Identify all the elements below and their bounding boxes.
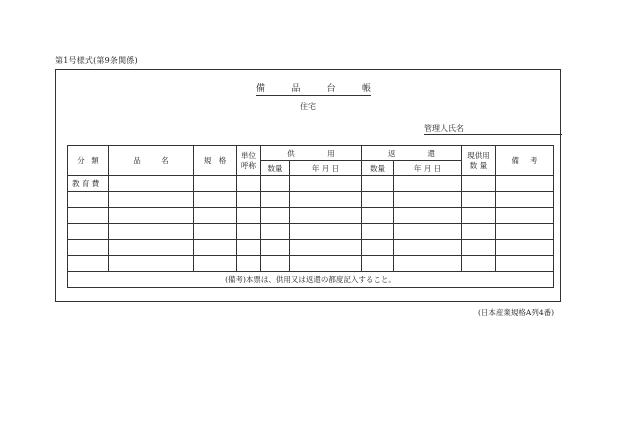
table-cell[interactable] [394, 192, 462, 208]
table-cell[interactable] [194, 224, 237, 240]
manager-name-field[interactable] [424, 123, 562, 135]
table-row [68, 176, 554, 192]
standard-footer: (日本産業規格A列4番) [478, 308, 555, 317]
row-classification[interactable] [68, 256, 109, 272]
table-cell[interactable] [290, 176, 362, 192]
header-return-date: 年 月 日 [394, 161, 462, 176]
table-row [68, 192, 554, 208]
table-row [68, 224, 554, 240]
ledger-title [256, 81, 371, 96]
table-cell[interactable] [394, 224, 462, 240]
table-cell[interactable] [462, 224, 496, 240]
remarks-note: (備考)本票は、供用又は返還の都度記入すること。 [68, 272, 554, 288]
table-cell[interactable] [290, 256, 362, 272]
table-cell[interactable] [462, 240, 496, 256]
table-cell[interactable] [261, 192, 290, 208]
table-cell[interactable] [194, 256, 237, 272]
table-row [68, 240, 554, 256]
header-spec: 規 格 [194, 146, 237, 176]
table-cell[interactable] [237, 224, 261, 240]
header-return: 返 還 [362, 146, 462, 161]
table-cell[interactable] [290, 192, 362, 208]
table-cell[interactable] [237, 176, 261, 192]
table-cell[interactable] [394, 208, 462, 224]
header-supply: 供 用 [261, 146, 362, 161]
header-supply-qty: 数量 [261, 161, 290, 176]
table-cell[interactable] [462, 192, 496, 208]
table-cell[interactable] [237, 208, 261, 224]
table-cell[interactable] [194, 192, 237, 208]
table-cell[interactable] [290, 240, 362, 256]
header-current-qty: 現供用 数 量 [462, 146, 496, 176]
header-supply-date: 年 月 日 [290, 161, 362, 176]
header-return-qty: 数量 [362, 161, 394, 176]
table-cell[interactable] [194, 240, 237, 256]
table-cell[interactable] [261, 224, 290, 240]
table-cell[interactable] [462, 176, 496, 192]
table-cell[interactable] [496, 240, 554, 256]
title-char: 備 [256, 84, 266, 94]
ledger-frame [55, 69, 561, 302]
title-char: 品 [291, 84, 301, 94]
row-classification[interactable] [68, 224, 109, 240]
table-row [68, 208, 554, 224]
table-cell[interactable] [194, 208, 237, 224]
table-cell[interactable] [496, 224, 554, 240]
row-classification[interactable] [68, 192, 109, 208]
table-cell[interactable] [362, 240, 394, 256]
table-cell[interactable] [194, 176, 237, 192]
table-cell[interactable] [109, 224, 194, 240]
table-cell[interactable] [462, 208, 496, 224]
table-cell[interactable] [261, 256, 290, 272]
table-cell[interactable] [362, 224, 394, 240]
form-label: 第1号様式(第9条関係) [55, 56, 138, 65]
table-cell[interactable] [290, 224, 362, 240]
table-cell[interactable] [394, 240, 462, 256]
table-cell[interactable] [496, 256, 554, 272]
table-cell[interactable] [109, 176, 194, 192]
table-cell[interactable] [237, 256, 261, 272]
subtitle: 住宅 [300, 102, 316, 111]
row-classification[interactable] [68, 240, 109, 256]
title-char: 帳 [361, 84, 371, 94]
table-cell[interactable] [261, 208, 290, 224]
table-cell[interactable] [109, 208, 194, 224]
header-unit: 単位 呼称 [237, 146, 261, 176]
table-cell[interactable] [261, 176, 290, 192]
table-cell[interactable] [237, 240, 261, 256]
table-cell[interactable] [261, 240, 290, 256]
header-remarks: 備 考 [496, 146, 554, 176]
row-classification[interactable]: 教 育 費 [68, 176, 109, 192]
table-cell[interactable] [394, 176, 462, 192]
row-classification[interactable] [68, 208, 109, 224]
table-cell[interactable] [290, 208, 362, 224]
table-cell[interactable] [109, 240, 194, 256]
table-cell[interactable] [109, 192, 194, 208]
table-cell[interactable] [496, 176, 554, 192]
title-char: 台 [326, 84, 336, 94]
table-cell[interactable] [362, 192, 394, 208]
manager-label: 管理人氏名 [424, 124, 464, 133]
table-row [68, 256, 554, 272]
ledger-table [67, 145, 554, 288]
header-classification: 分 類 [68, 146, 109, 176]
table-cell[interactable] [496, 208, 554, 224]
table-cell[interactable] [237, 192, 261, 208]
table-cell[interactable] [109, 256, 194, 272]
table-cell[interactable] [362, 256, 394, 272]
table-cell[interactable] [394, 256, 462, 272]
table-cell[interactable] [496, 192, 554, 208]
table-cell[interactable] [362, 208, 394, 224]
header-item-name: 品 名 [109, 146, 194, 176]
table-cell[interactable] [462, 256, 496, 272]
table-cell[interactable] [362, 176, 394, 192]
